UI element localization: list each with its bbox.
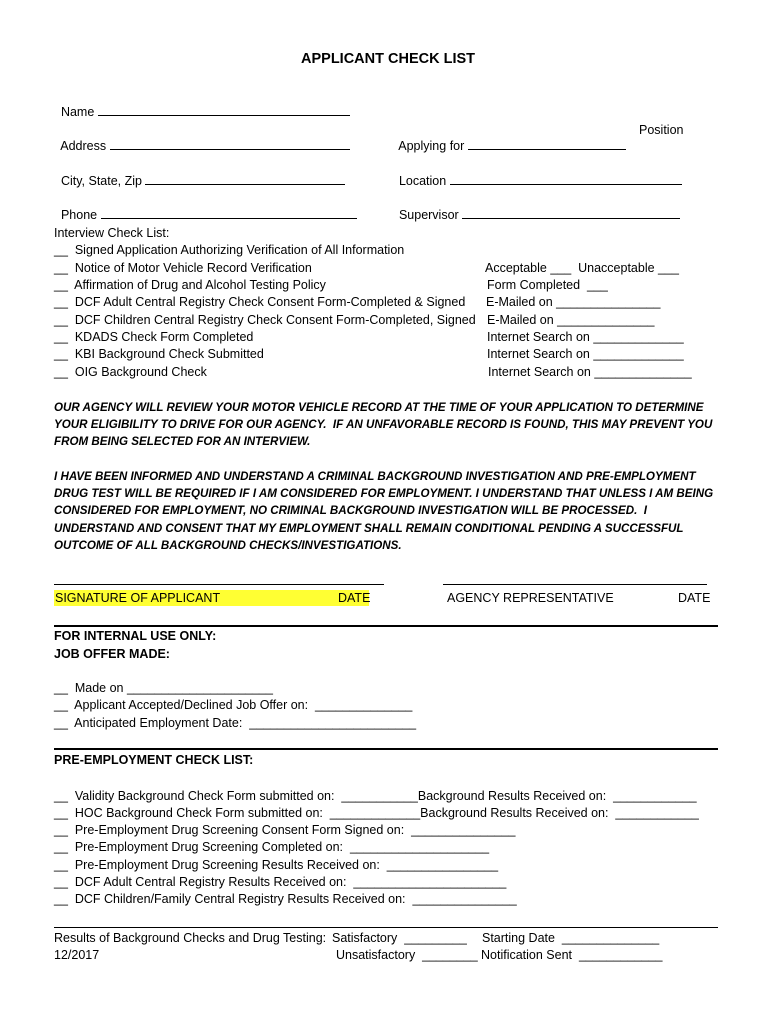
interview-status[interactable]: E-Mailed on ______________ <box>487 313 655 327</box>
phone-field[interactable] <box>54 192 357 222</box>
supervisor-field[interactable] <box>392 192 680 222</box>
interview-heading: Interview Check List: <box>54 226 170 240</box>
agency-date-label: DATE <box>678 591 711 605</box>
phone-line[interactable] <box>101 206 357 219</box>
position-label: Position <box>639 123 684 137</box>
interview-status[interactable]: Internet Search on ______________ <box>488 365 692 379</box>
pre-employment-item[interactable]: __ DCF Adult Central Registry Results Received on: ______________________ <box>54 875 507 889</box>
starting-date-field[interactable]: Starting Date ______________ <box>482 931 660 945</box>
applying-for-label: Applying for <box>398 139 465 153</box>
pre-employment-item[interactable]: __ HOC Background Check Form submitted on: _____________Background Results Received on: ____________ <box>54 806 699 820</box>
internal-item[interactable]: __ Applicant Accepted/Declined Job Offer on: ______________ <box>54 698 413 712</box>
supervisor-line[interactable] <box>462 206 680 219</box>
job-offer-heading: JOB OFFER MADE: <box>54 647 170 661</box>
phone-label: Phone <box>60 208 98 222</box>
applicant-signature-label: SIGNATURE OF APPLICANT <box>55 591 221 605</box>
interview-item[interactable]: __ Notice of Motor Vehicle Record Verification <box>54 261 312 275</box>
address-field[interactable] <box>54 123 350 153</box>
city-label: City, State, Zip <box>60 174 142 188</box>
interview-item[interactable]: __ OIG Background Check <box>54 365 207 379</box>
applying-for-field[interactable] <box>392 123 626 153</box>
pre-employment-item[interactable]: __ Validity Background Check Form submitted on: ___________Background Results Received on: ____________ <box>54 789 697 803</box>
name-label: Name <box>60 105 95 119</box>
city-field[interactable] <box>54 158 345 188</box>
interview-item[interactable]: __ Affirmation of Drug and Alcohol Testing Policy <box>54 278 326 292</box>
agency-signature-line[interactable] <box>443 584 707 585</box>
satisfactory-field[interactable]: Satisfactory _________ <box>332 931 467 945</box>
interview-item[interactable]: __ Signed Application Authorizing Verification of All Information <box>54 243 405 257</box>
page-title: APPLICANT CHECK LIST <box>301 51 475 67</box>
pre-employment-item[interactable]: __ Pre-Employment Drug Screening Consent Form Signed on: _______________ <box>54 823 516 837</box>
unsatisfactory-field[interactable]: Unsatisfactory ________ <box>336 948 478 962</box>
pre-employment-item[interactable]: __ DCF Children/Family Central Registry Results Received on: _______________ <box>54 892 517 906</box>
section-divider <box>54 748 718 750</box>
address-label: Address <box>60 139 107 153</box>
applying-for-line[interactable] <box>468 137 626 150</box>
interview-status[interactable]: Internet Search on _____________ <box>487 330 684 344</box>
internal-use-heading: FOR INTERNAL USE ONLY: <box>54 629 217 643</box>
applicant-date-label: DATE <box>338 591 371 605</box>
interview-status[interactable]: E-Mailed on _______________ <box>486 295 661 309</box>
results-label: Results of Background Checks and Drug Testing: <box>54 931 327 945</box>
name-line[interactable] <box>98 103 350 116</box>
interview-item[interactable]: __ DCF Children Central Registry Check Consent Form-Completed, Signed <box>54 313 476 327</box>
interview-item[interactable]: __ KBI Background Check Submitted <box>54 347 264 361</box>
pre-employment-heading: PRE-EMPLOYMENT CHECK LIST: <box>54 753 254 767</box>
pre-employment-item[interactable]: __ Pre-Employment Drug Screening Results Received on: ________________ <box>54 858 499 872</box>
internal-item[interactable]: __ Anticipated Employment Date: ________________________ <box>54 716 417 730</box>
interview-status[interactable]: Form Completed ___ <box>487 278 608 292</box>
name-field[interactable] <box>54 89 350 119</box>
revision-date: 12/2017 <box>54 948 100 962</box>
internal-item[interactable]: __ Made on _____________________ <box>54 681 273 695</box>
interview-item[interactable]: __ DCF Adult Central Registry Check Consent Form-Completed & Signed <box>54 295 466 309</box>
applicant-signature-line[interactable] <box>54 584 384 585</box>
location-label: Location <box>398 174 447 188</box>
interview-status[interactable]: Acceptable ___ Unacceptable ___ <box>485 261 679 275</box>
section-divider <box>54 625 718 627</box>
background-notice: I HAVE BEEN INFORMED AND UNDERSTAND A CRIMINAL BACKGROUND INVESTIGATION AND PRE-EMPLOYMENT DRUG TEST WILL BE REQUIRED IF I AM CONSIDERED FOR EMPLOYMENT. I UNDERSTAND THAT UNLESS I AM BEING CONSIDERED FOR EMPLOYMENT, NO CRIMINAL BACKGROUND INVESTIGATION WILL BE PROCESSED. I UNDERSTAND AND CONSENT THAT MY EMPLOYMENT SHALL REMAIN CONDITIONAL PENDING A SUCCESSFUL OUTCOME OF ALL BACKGROUND CHECKS/INVESTIGATIONS. <box>54 470 714 552</box>
supervisor-label: Supervisor <box>398 208 459 222</box>
interview-item[interactable]: __ KDADS Check Form Completed <box>54 330 254 344</box>
location-line[interactable] <box>450 172 682 185</box>
location-field[interactable] <box>392 158 682 188</box>
pre-employment-item[interactable]: __ Pre-Employment Drug Screening Completed on: ____________________ <box>54 840 490 854</box>
agency-representative-label: AGENCY REPRESENTATIVE <box>447 591 614 605</box>
mvr-notice: OUR AGENCY WILL REVIEW YOUR MOTOR VEHICLE RECORD AT THE TIME OF YOUR APPLICATION TO DETERMINE YOUR ELIGIBILITY TO DRIVE FOR OUR AGENCY. IF AN UNFAVORABLE RECORD IS FOUND, THIS MAY PREVENT YOU FROM BEING SELECTED FOR AN INTERVIEW. <box>54 401 713 449</box>
notification-sent-field[interactable]: Notification Sent ____________ <box>481 948 663 962</box>
address-line[interactable] <box>110 137 350 150</box>
footer-divider <box>54 927 718 928</box>
city-line[interactable] <box>145 172 345 185</box>
interview-status[interactable]: Internet Search on _____________ <box>487 347 684 361</box>
